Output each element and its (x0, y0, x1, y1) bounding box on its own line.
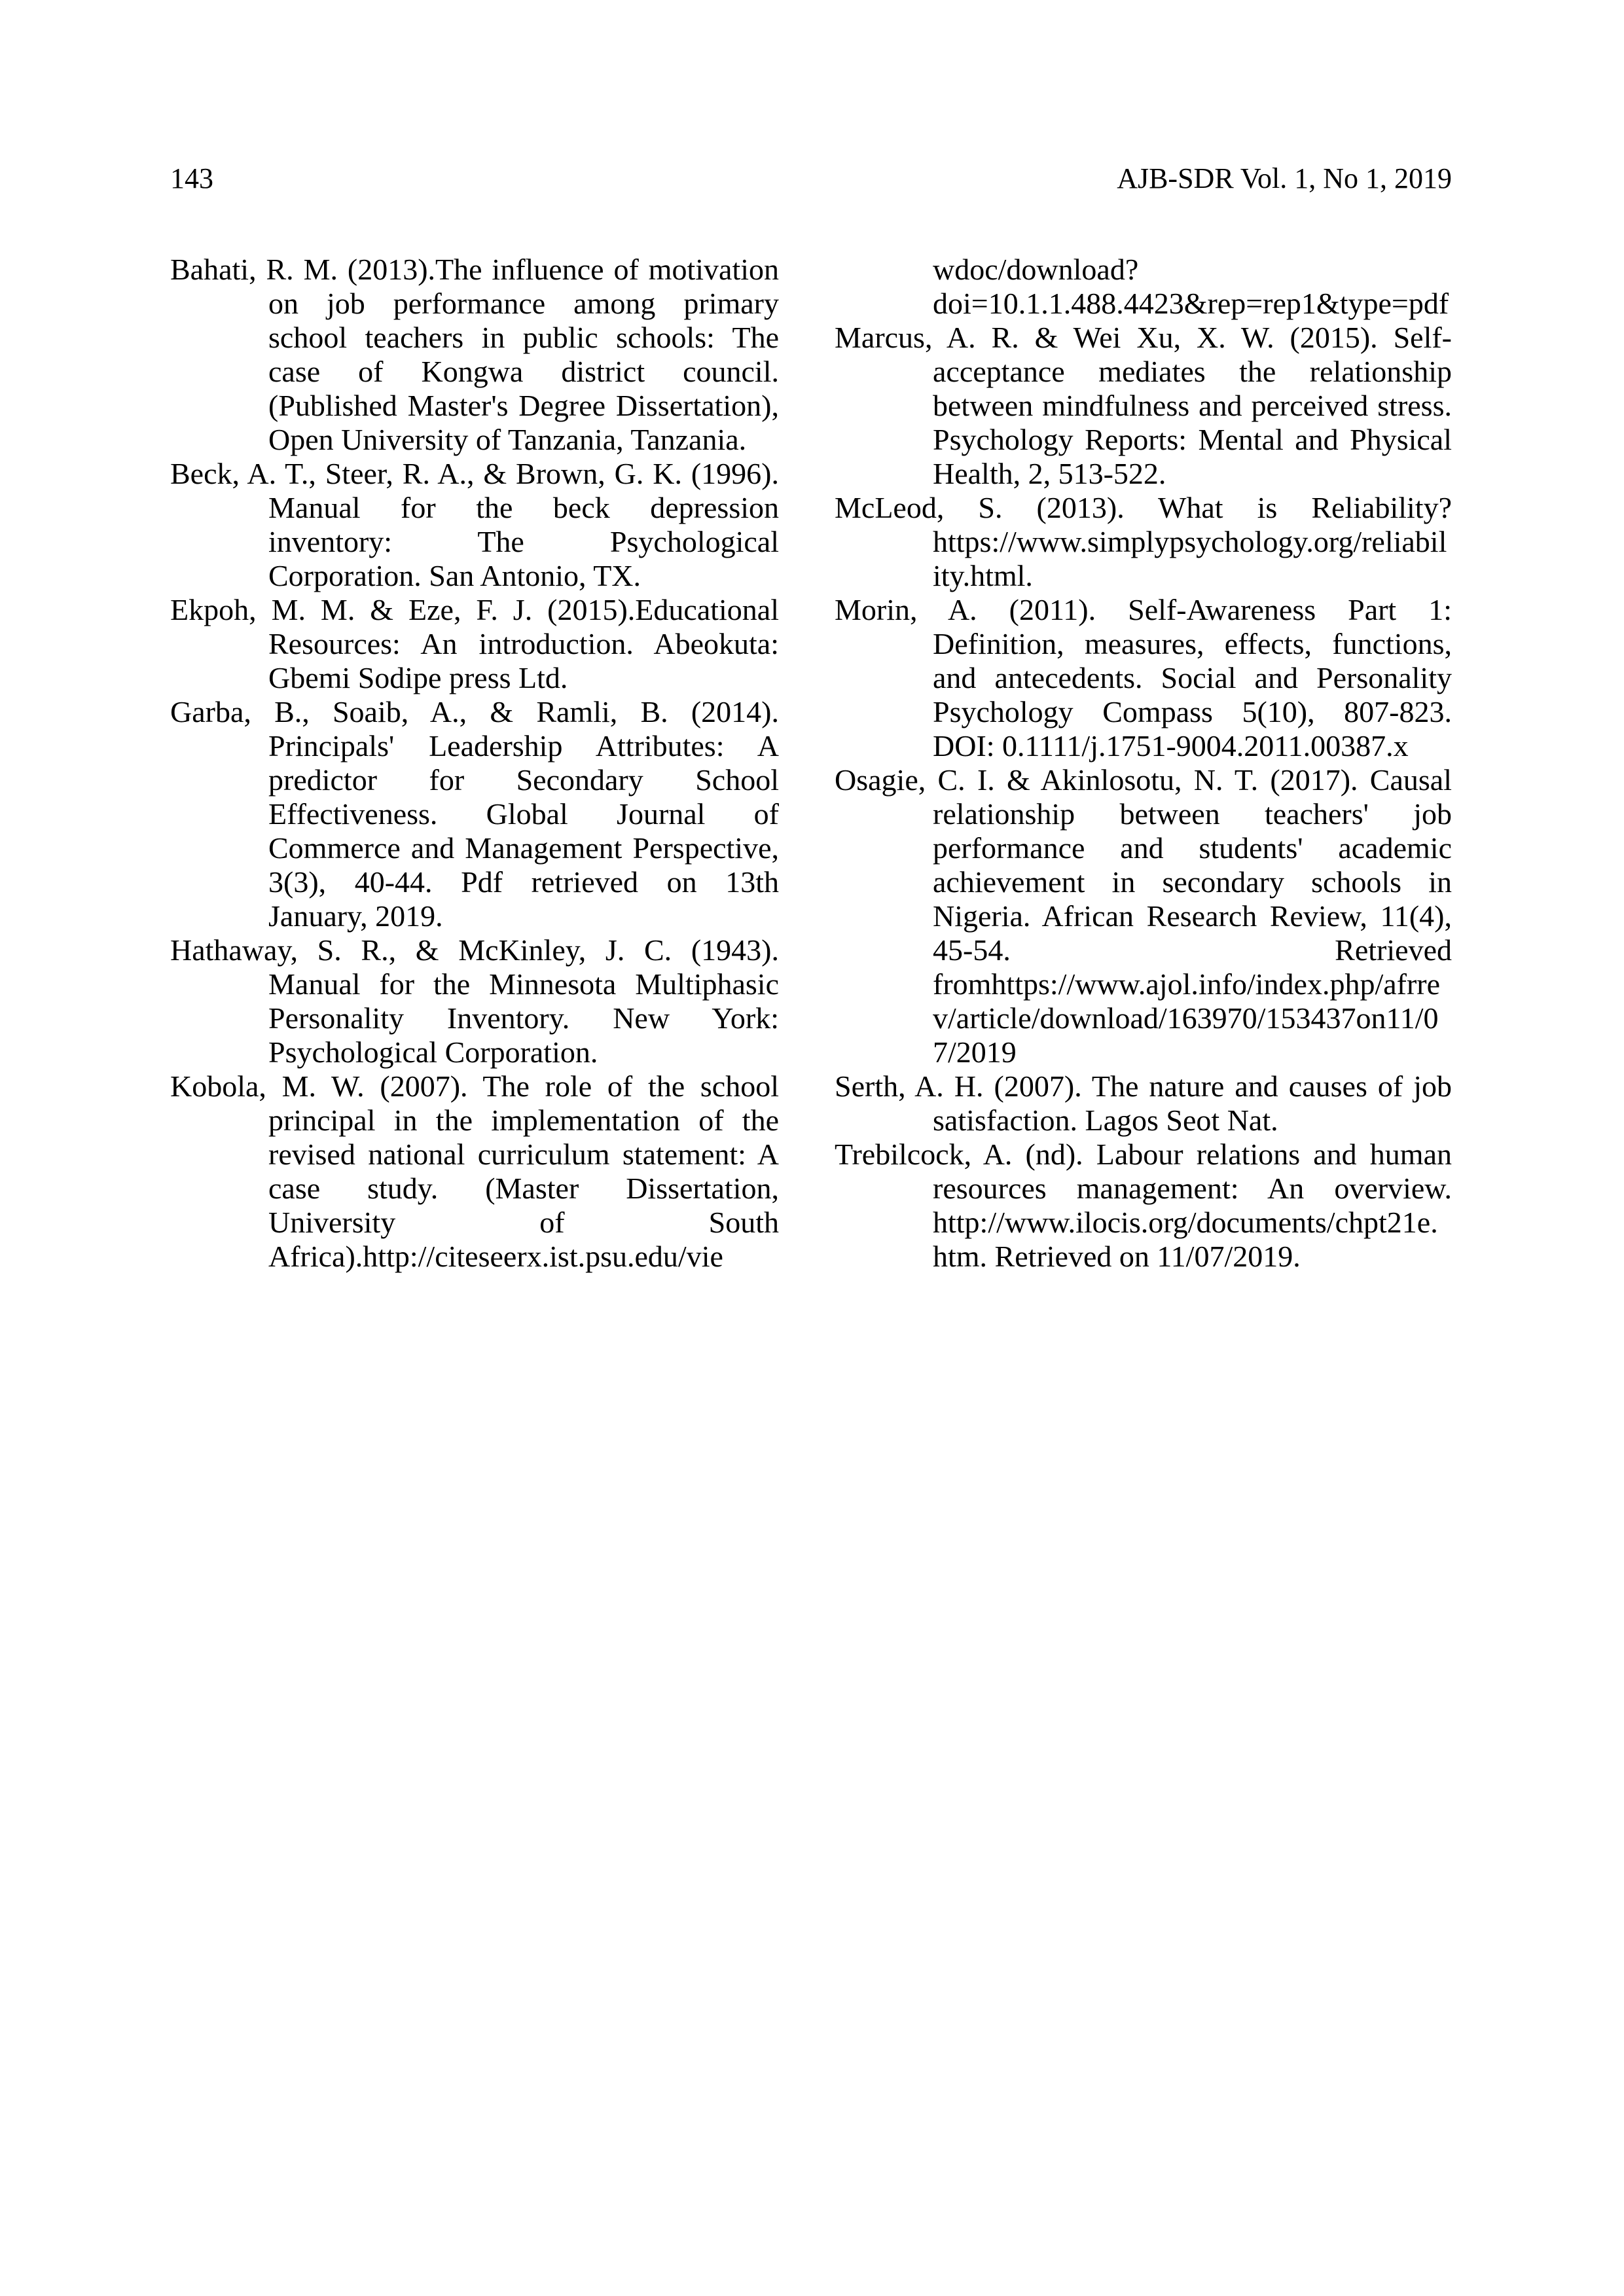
reference-entry: Bahati, R. M. (2013).The influence of motivation on job performance among primary school teachers in public schools: The case of Kongwa district council. (Published Master's Degree Dissertation), Open University of Tanzania, Tanzania. (170, 253, 779, 456)
reference-entry: McLeod, S. (2013). What is Reliability? https://www.simplypsychology.org/reliability.html. (835, 491, 1452, 592)
page-header (170, 163, 1452, 194)
references-columns (170, 253, 1452, 1274)
reference-entry: Trebilcock, A. (nd). Labour relations and human resources management: An overview. http://www.ilocis.org/documents/chpt21e.htm. Retrieved on 11/07/2019. (835, 1138, 1452, 1273)
reference-continuation: wdoc/download?doi=10.1.1.488.4423&rep=rep1&type=pdf (933, 253, 1449, 320)
page-number: 143 (170, 162, 213, 194)
reference-entry: Morin, A. (2011). Self-Awareness Part 1: Definition, measures, effects, functions, and antecedents. Social and Personality Psychology Compass 5(10), 807-823. DOI: 0.1111/j.1751-9004.2011.00387.x (835, 593, 1452, 762)
reference-entry: Marcus, A. R. & Wei Xu, X. W. (2015). Self-acceptance mediates the relationship between mindfulness and perceived stress. Psychology Reports: Mental and Physical Health, 2, 513-522. (835, 321, 1452, 490)
reference-entry: Hathaway, S. R., & McKinley, J. C. (1943). Manual for the Minnesota Multiphasic Personality Inventory. New York: Psychological Corporation. (170, 933, 779, 1069)
reference-entry: Serth, A. H. (2007). The nature and causes of job satisfaction. Lagos Seot Nat. (835, 1069, 1452, 1137)
reference-entry: Beck, A. T., Steer, R. A., & Brown, G. K. (1996). Manual for the beck depression inventory: The Psychological Corporation. San Antonio, TX. (170, 457, 779, 592)
references-column-left (170, 253, 779, 1274)
reference-entry: Garba, B., Soaib, A., & Ramli, B. (2014). Principals' Leadership Attributes: A predictor for Secondary School Effectiveness. Global Journal of Commerce and Management Perspective, 3(3), 40-44. Pdf retrieved on 13th January, 2019. (170, 695, 779, 933)
references-column-right (835, 253, 1452, 1274)
reference-entry: Ekpoh, M. M. & Eze, F. J. (2015).Educational Resources: An introduction. Abeokuta: Gbemi Sodipe press Ltd. (170, 593, 779, 694)
reference-entry: Osagie, C. I. & Akinlosotu, N. T. (2017). Causal relationship between teachers' job performance and students' academic achievement in secondary schools in Nigeria. African Research Review, 11(4), 45-54. Retrieved fromhttps://www.ajol.info/index.php/afrrev/article/download/163970/153437on11/07/2019 (835, 763, 1452, 1069)
reference-entry: Kobola, M. W. (2007). The role of the school principal in the implementation of the revised national curriculum statement: A case study. (Master Dissertation, University of South Africa).http://citeseerx.ist.psu.edu/vie (170, 1069, 779, 1273)
journal-header: AJB-SDR Vol. 1, No 1, 2019 (1117, 162, 1452, 194)
